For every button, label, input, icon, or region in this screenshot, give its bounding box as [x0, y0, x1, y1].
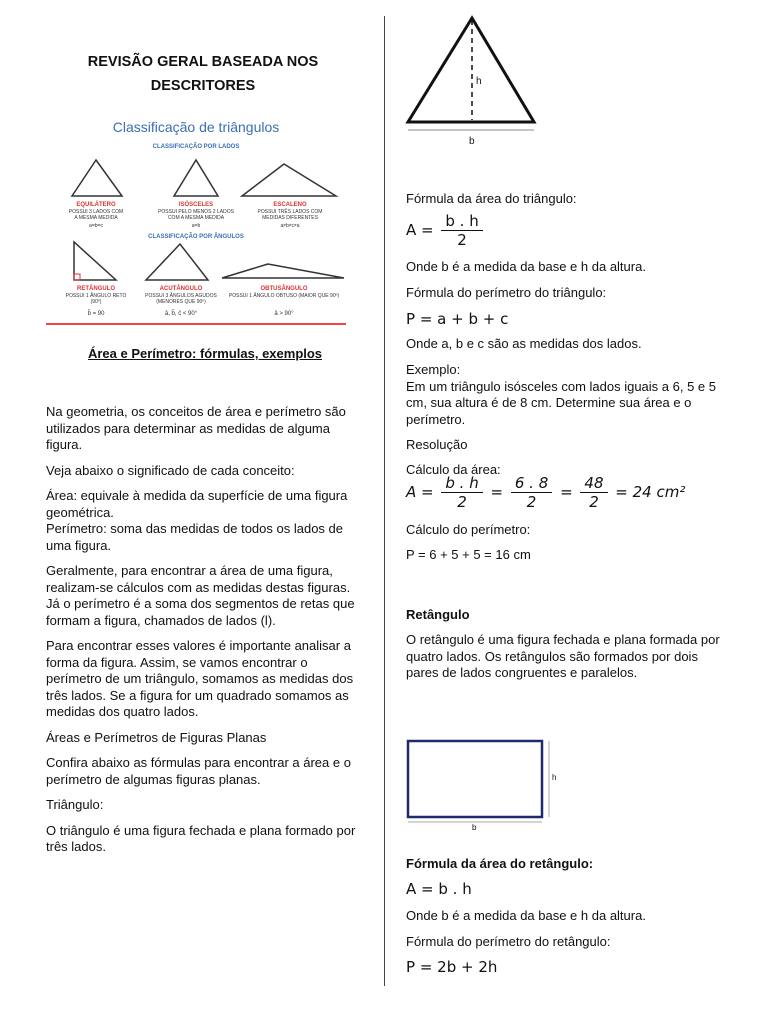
paragraph-8: Triângulo: [46, 797, 104, 812]
column-divider [384, 16, 385, 986]
obtusangulo-d1: POSSUI 1 ÂNGULO OBTUSO (MAIOR QUE 90º) [228, 293, 340, 299]
triangle-diagram [400, 14, 540, 150]
rectangle-perimeter-formula: P = 2b + 2h [406, 958, 498, 976]
escaleno-name: ESCALENO [273, 202, 307, 208]
triangle-area-note: Onde b é a medida da base e h da altura. [406, 259, 646, 274]
equilatero-d1: POSSUI 3 LADOS COM [68, 209, 124, 215]
section-title: Área e Perímetro: fórmulas, exemplos [87, 346, 323, 361]
triangle-area-label: Fórmula da área do triângulo: [406, 191, 577, 206]
rectangle-base-label: b [472, 823, 477, 832]
triangle-perimeter-note: Onde a, b e c são as medidas dos lados. [406, 336, 642, 351]
area-calc-formula: A = $\frac{b . h}{2}$ = $\frac{6 . 8}{2}$ = $\frac{48}{2}$ = 24 cm² [406, 474, 686, 511]
retangulo-f: b̂ = 90 [87, 311, 105, 317]
perimeter-calc-value: P = 6 + 5 + 5 = 16 cm [406, 547, 531, 562]
infographic-sub-sides: CLASSIFICAÇÃO POR LADOS [152, 144, 240, 150]
isosceles-d2: COM A MESMA MEDIDA [167, 215, 225, 221]
equilatero-d2: A MESMA MEDIDA [74, 215, 118, 221]
obtusangulo-name: OBTUSÂNGULO [260, 286, 308, 292]
triangle-classification-infographic [46, 112, 346, 326]
rectangle-area-label: Fórmula da área do retângulo: [406, 856, 594, 871]
rectangle-area-note: Onde b é a medida da base e h da altura. [406, 908, 646, 923]
rectangle-perimeter-label: Fórmula do perímetro do retângulo: [406, 934, 611, 949]
triangle-perimeter-formula: P = a + b + c [406, 310, 509, 328]
rectangle-area-formula: A = b . h [406, 880, 472, 898]
obtusangulo-f: â > 90° [274, 311, 294, 317]
paragraph-1: Na geometria, os conceitos de área e perímetro são utilizados para determinar as medidas de alguma figura. [46, 404, 346, 452]
paragraph-6: Áreas e Perímetros de Figuras Planas [46, 729, 267, 745]
isosceles-name: ISÓSCELES [178, 202, 214, 208]
triangle-height-label: h [476, 76, 482, 87]
isosceles-f: a=b [191, 223, 201, 229]
infographic-sub-angles: CLASSIFICAÇÃO POR ÂNGULOS [148, 234, 244, 240]
equilatero-f: a=b=c [89, 223, 103, 229]
acutangulo-f: â, b̂, ĉ < 90° [164, 311, 198, 317]
paragraph-2: Veja abaixo o significado de cada conceito: [46, 462, 295, 478]
retangulo-d1: POSSUI 1 ÂNGULO RETO [65, 293, 127, 299]
isosceles-d1: POSSUI PELO MENOS 2 LADOS [158, 209, 234, 215]
acutangulo-name: ACUTÂNGULO [159, 286, 203, 292]
triangle-perimeter-label: Fórmula do perímetro do triângulo: [406, 285, 607, 300]
paragraph-9: O triângulo é uma figura fechada e plana formado por três lados. [46, 822, 356, 854]
perimeter-calc-label: Cálculo do perímetro: [406, 522, 531, 537]
paragraph-4: Geralmente, para encontrar a área de uma figura, realizam-se cálculos com as medidas destas figuras. Já o perímetro é a soma dos segmentos de retas que formam a figura, chamados de lados (l). [46, 563, 355, 628]
example-text: Em um triângulo isósceles com lados iguais a 6, 5 e 5 cm, sua altura é de 8 cm. Determine sua área e o perímetro. [406, 378, 716, 427]
example-label: Exemplo: [406, 362, 461, 377]
page-title: REVISÃO GERAL BASEADA NOS DESCRITORES [87, 54, 319, 94]
infographic-heading: Classificação de triângulos [112, 119, 280, 135]
rectangle-title: Retângulo [406, 607, 470, 622]
escaleno-d1: POSSUI TRÊS LADOS COM [257, 209, 323, 215]
triangle-base-label: b [469, 136, 475, 147]
triangle-area-formula: A = $\frac{b . h}{2}$ [406, 212, 486, 249]
rectangle-text: O retângulo é uma figura fechada e plana formada por quatro lados. Os retângulos são formados por dois pares de lados congruentes e paralelos. [406, 632, 720, 680]
paragraph-area-def: Área: equivale à medida da superfície de uma figura geométrica. [46, 488, 348, 520]
escaleno-f: a≠b≠c≠a [280, 223, 300, 229]
retangulo-d2: (90º) [90, 299, 102, 305]
paragraph-7: Confira abaixo as fórmulas para encontrar a área e o perímetro de algumas figuras planas. [46, 755, 351, 787]
rectangle-diagram [402, 736, 562, 832]
area-calc-label: Cálculo da área: [406, 462, 501, 477]
escaleno-d2: MEDIDAS DIFERENTES [262, 215, 318, 221]
acutangulo-d1: POSSUI 3 ÂNGULOS AGUDOS [145, 293, 217, 299]
resolution-label: Resolução [406, 437, 468, 452]
acutangulo-d2: (MENORES QUE 90º) [156, 299, 206, 305]
paragraph-perimeter-def: Perímetro: soma das medidas de todos os lados de uma figura. [46, 521, 343, 553]
rectangle-height-label: h [552, 773, 557, 782]
equilatero-name: EQUILÁTERO [76, 202, 116, 208]
retangulo-name: RETÂNGULO [77, 286, 115, 292]
paragraph-5: Para encontrar esses valores é importante analisar a forma da figura. Assim, se vamos encontrar o perímetro de um triângulo, somamos as medidas dos três lados. Se a figura for um quadrado somamos as medidas dos quatro lados. [46, 638, 354, 719]
